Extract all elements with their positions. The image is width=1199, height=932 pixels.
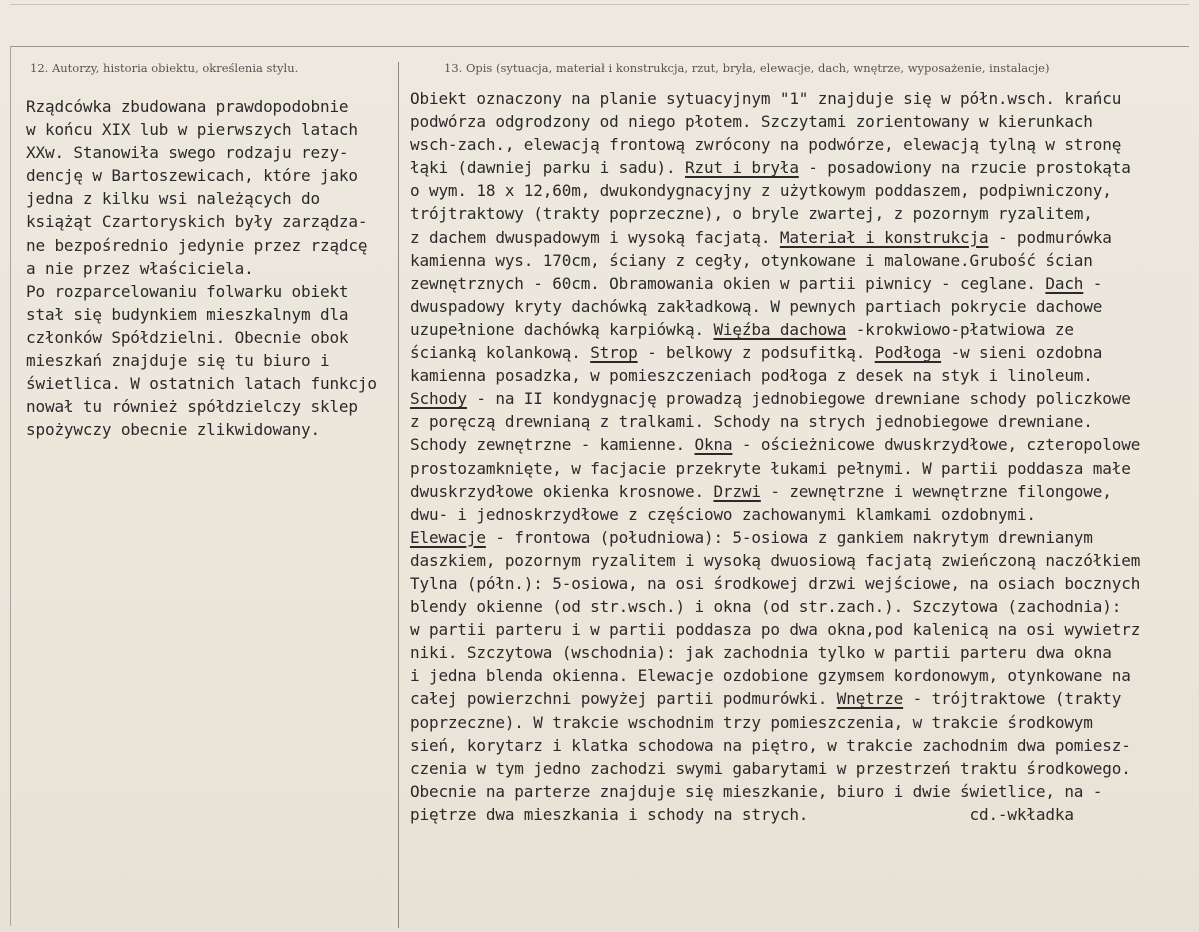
section-12-header: 12. Autorzy, historia obiektu, określenia stylu. [30,61,299,75]
text-segment: z poręczą drewnianą z tralkami. Schody na strych jednobiegowe drewniane. [410,412,1093,432]
text-segment: kamienna wys. 170cm, ściany z cegły, otynkowane i malowane.Grubość ścian [410,250,1093,270]
text-line [410,734,1140,757]
text-line [26,372,377,395]
text-line [410,295,1140,318]
text-segment: - na II kondygnację prowadzą jednobiegowe drewniane schody policzkowe [466,389,1131,409]
text-segment: ścianką kolankową. [410,343,591,363]
text-segment: Obiekt oznaczony na planie sytuacyjnym "1" znajduje się w półn.wsch. krańcu [410,89,1122,108]
text-segment: poprzeczne). W trakcie wschodnim trzy pomieszczenia, w trakcie środkowym [410,712,1093,732]
text-segment: książąt Czartoryskich były zarządza- [26,212,368,232]
text-segment: o wym. 18 x 12,60m, dwukondygnacyjny z użytkowym poddaszem, podpiwniczony, [410,181,1112,201]
text-line [26,210,377,233]
text-segment: wsch-zach., elewacją frontową zwrócony na podwórze, elewacją tylną w stronę [410,135,1122,155]
text-line [26,395,377,418]
text-segment: mieszkań znajduje się tu biuro i [26,351,330,371]
text-line [26,257,377,280]
text-line [410,110,1140,133]
text-line [410,664,1140,687]
text-line [410,641,1140,664]
text-segment: jedna z kilku wsi należących do [26,189,320,209]
text-segment: - zewnętrzne i wewnętrzne filongowe, [760,481,1112,501]
text-segment: - [1083,273,1103,293]
text-segment: podwórza odgrodzony od niego płotem. Szczytami zorientowany w kierunkach [410,112,1093,132]
text-line [410,595,1140,618]
text-segment: -krokwiowo-płatwiowa ze [846,319,1074,339]
text-line [26,118,377,141]
section-12-text [26,95,377,441]
text-line [410,341,1140,364]
text-segment: Po rozparcelowaniu folwarku obiekt [26,281,349,301]
text-segment: dencję w Bartoszewicach, które jako [26,166,358,186]
text-line [410,618,1140,641]
text-segment: sień, korytarz i klatka schodowa na piętro, w trakcie zachodnim dwa pomiesz- [410,735,1131,755]
text-segment: - podmurówka [988,227,1112,247]
text-segment: Schody zewnętrzne - kamienne. [410,435,695,455]
section-13-text [410,87,1140,826]
text-line [410,364,1140,387]
text-line [26,187,377,210]
text-line [26,95,377,118]
text-line [26,280,377,303]
text-segment: Obecnie na parterze znajduje się mieszkanie, biuro i dwie świetlice, na - [410,781,1103,801]
text-segment: trójtraktowy (trakty poprzeczne), o bryle zwartej, z pozornym ryzalitem, [410,204,1093,224]
underlined-heading: Schody [410,389,467,409]
text-segment: członków Spółdzielni. Obecnie obok [26,327,349,347]
text-segment: ne bezpośrednio jedynie przez rządcę [26,235,368,255]
text-line [410,480,1140,503]
text-segment: blendy okienne (od str.wsch.) i okna (od str.zach.). Szczytowa (zachodnia): [410,597,1122,617]
underlined-heading: Strop [590,343,638,363]
text-line [410,387,1140,410]
text-line [26,303,377,326]
underlined-heading: Rzut i bryła [685,158,799,178]
text-line [410,87,1140,110]
text-line [26,234,377,257]
text-segment: - posadowiony na rzucie prostokąta [798,158,1131,178]
text-line [26,349,377,372]
text-segment: dwuskrzydłowe okienka krosnowe. [410,481,714,501]
text-segment: dwu- i jednoskrzydłowe z częściowo zachowanymi klamkami ozdobnymi. [410,504,1036,524]
underlined-heading: Podłoga [874,343,942,363]
text-line [410,226,1140,249]
text-segment: w partii parteru i w partii poddasza po dwa okna,pod kalenicą na osi wywietrz [410,620,1141,640]
text-segment: całej powierzchni powyżej partii podmurówki. [410,689,837,709]
underlined-heading: Dach [1045,273,1084,293]
text-line [410,549,1140,572]
text-line [410,687,1140,710]
text-segment: łąki (dawniej parku i sadu). [410,158,686,178]
text-line [410,457,1140,480]
text-segment: Tylna (półn.): 5-osiowa, na osi środkowej drzwi wejściowe, na osiach bocznych [410,573,1141,593]
text-line [26,418,377,441]
text-segment: nował tu również spółdzielczy sklep [26,397,358,417]
text-segment: stał się budynkiem mieszkalnym dla [26,304,349,324]
text-segment: dwuspadowy kryty dachówką zakładkową. W pewnych partiach pokrycie dachowe [410,296,1103,316]
underlined-heading: Wnętrze [836,689,904,709]
text-segment: XXw. Stanowiła swego rodzaju rezy- [26,143,349,163]
text-segment: - frontowa (południowa): 5-osiowa z gankiem nakrytym drewnianym [485,527,1093,547]
text-segment: - trójtraktowe (trakty [903,689,1122,709]
text-segment: - belkowy z podsufitką. [637,343,875,363]
text-segment: w końcu XIX lub w pierwszych latach [26,120,358,140]
text-line [410,526,1140,549]
text-segment: Rządcówka zbudowana prawdopodobnie [26,97,349,116]
text-segment: świetlica. W ostatnich latach funkcjo [26,374,377,394]
column-divider [398,62,399,928]
text-line [26,164,377,187]
text-segment: -w sieni ozdobna [941,343,1103,363]
text-segment: uzupełnione dachówką karpiówką. [410,319,714,339]
header-rule [10,46,1189,47]
underlined-heading: Elewacje [410,527,486,547]
text-line [410,272,1140,295]
text-line [410,433,1140,456]
text-segment: - ościeżnicowe dwuskrzydłowe, czteropolowe [732,435,1141,455]
text-line [410,711,1140,734]
underlined-heading: Okna [694,435,733,455]
text-line [26,141,377,164]
text-segment: daszkiem, pozornym ryzalitem i wysoką dwuosiową facjatą zwieńczoną naczółkiem [410,550,1141,570]
text-line [410,318,1140,341]
text-line [410,202,1140,225]
text-line [410,410,1140,433]
text-line [410,133,1140,156]
text-line [410,572,1140,595]
text-segment: i jedna blenda okienna. Elewacje ozdobione gzymsem kordonowym, otynkowane na [410,666,1131,686]
text-segment: czenia w tym jedno zachodzi swymi gabarytami w przestrzeń traktu środkowego. [410,758,1131,778]
top-edge-line [10,4,1189,5]
underlined-heading: Drzwi [713,481,761,501]
text-line [410,503,1140,526]
text-segment: a nie przez właściciela. [26,258,254,278]
text-line [26,326,377,349]
text-segment: niki. Szczytowa (wschodnia): jak zachodnia tylko w partii parteru dwa okna [410,643,1112,663]
text-segment: zewnętrznych - 60cm. Obramowania okien w partii piwnicy - ceglane. [410,273,1046,293]
section-13-header: 13. Opis (sytuacja, materiał i konstrukcja, rzut, bryła, elewacje, dach, wnętrze, wyposażenie, instalacje) [444,61,1050,75]
text-segment: z dachem dwuspadowym i wysoką facjatą. [410,227,780,247]
text-segment: prostozamknięte, w facjacie przekryte łukami pełnymi. W partii poddasza małe [410,458,1131,478]
text-segment: kamienna posadzka, w pomieszczeniach podłoga z desek na styk i linoleum. [410,366,1093,386]
text-line [410,757,1140,780]
text-line [410,179,1140,202]
underlined-heading: Materiał i konstrukcja [779,227,989,247]
text-segment: spożywczy obecnie zlikwidowany. [26,420,320,440]
underlined-heading: Więźba dachowa [713,319,847,339]
text-line [410,780,1140,803]
text-line [410,803,1140,826]
left-border-rule [10,46,11,926]
text-line [410,249,1140,272]
text-segment: piętrze dwa mieszkania i schody na strych. cd.-wkładka [410,804,1074,824]
text-line [410,156,1140,179]
